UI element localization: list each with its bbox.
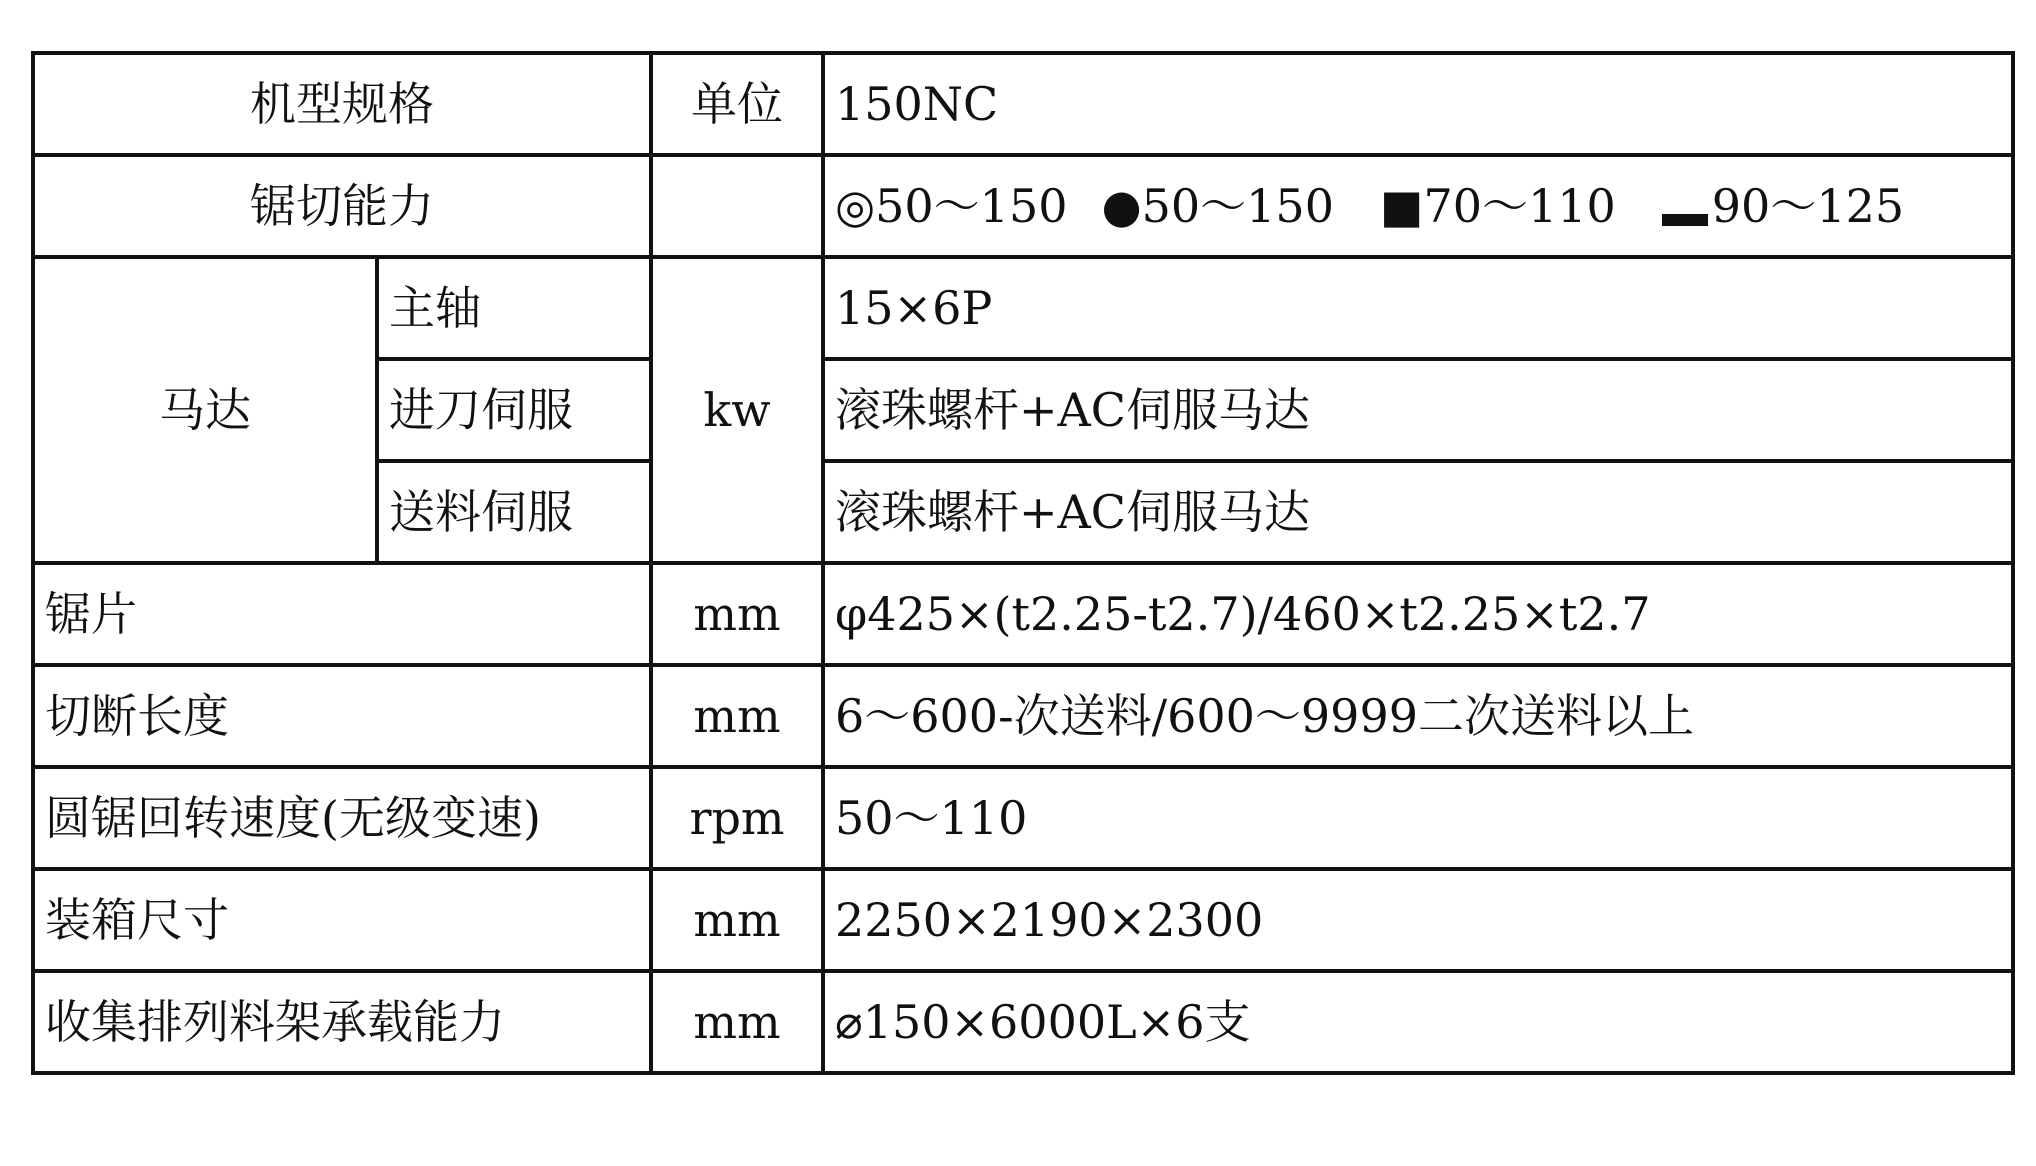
row-value: 2250×2190×2300 <box>823 869 2013 971</box>
row-value: ⌀150×6000L×6支 <box>823 971 2013 1073</box>
cutting-capacity-label: 锯切能力 <box>33 155 651 257</box>
material-servo-value: 滚珠螺杆+AC伺服马达 <box>823 461 2013 563</box>
cutting-capacity-value <box>823 155 2013 257</box>
square-bar-icon: ■ <box>1379 179 1424 233</box>
model-value: 150NC <box>823 53 2013 155</box>
row-value: 50～110 <box>823 767 2013 869</box>
row-unit: mm <box>651 563 823 665</box>
feed-servo-value: 滚珠螺杆+AC伺服马达 <box>823 359 2013 461</box>
square-range: 70～110 <box>1423 179 1616 233</box>
row-unit: mm <box>651 971 823 1073</box>
spec-label: 机型规格 <box>33 53 651 155</box>
spindle-value: 15×6P <box>823 257 2013 359</box>
row-unit: mm <box>651 665 823 767</box>
row-unit: rpm <box>651 767 823 869</box>
flat-bar-icon <box>1662 214 1708 226</box>
table-row <box>33 767 2013 869</box>
motor-label: 马达 <box>33 257 377 563</box>
material-servo-label: 送料伺服 <box>377 461 651 563</box>
row-label: 圆锯回转速度(无级变速) <box>33 767 651 869</box>
motor-spindle-row <box>33 257 2013 359</box>
row-label: 收集排列料架承载能力 <box>33 971 651 1073</box>
row-value: φ425×(t2.25-t2.7)/460×t2.25×t2.7 <box>823 563 2013 665</box>
cutting-capacity-row <box>33 155 2013 257</box>
solid-range: 50～150 <box>1141 179 1334 233</box>
table-row <box>33 869 2013 971</box>
round-range: 50～150 <box>875 179 1068 233</box>
spindle-label: 主轴 <box>377 257 651 359</box>
feed-servo-label: 进刀伺服 <box>377 359 651 461</box>
spec-table <box>31 51 2015 1075</box>
round-bar-icon: ◎ <box>835 179 876 233</box>
table-row <box>33 563 2013 665</box>
cutting-capacity-unit <box>651 155 823 257</box>
row-label: 锯片 <box>33 563 651 665</box>
row-label: 装箱尺寸 <box>33 869 651 971</box>
flat-range: 90～125 <box>1711 179 1905 233</box>
header-row <box>33 53 2013 155</box>
row-unit: mm <box>651 869 823 971</box>
table-row <box>33 971 2013 1073</box>
solid-bar-icon: ● <box>1101 179 1142 233</box>
row-label: 切断长度 <box>33 665 651 767</box>
row-value: 6～600-次送料/600～9999二次送料以上 <box>823 665 2013 767</box>
unit-label: 单位 <box>651 53 823 155</box>
table-row <box>33 665 2013 767</box>
motor-unit: kw <box>651 257 823 563</box>
